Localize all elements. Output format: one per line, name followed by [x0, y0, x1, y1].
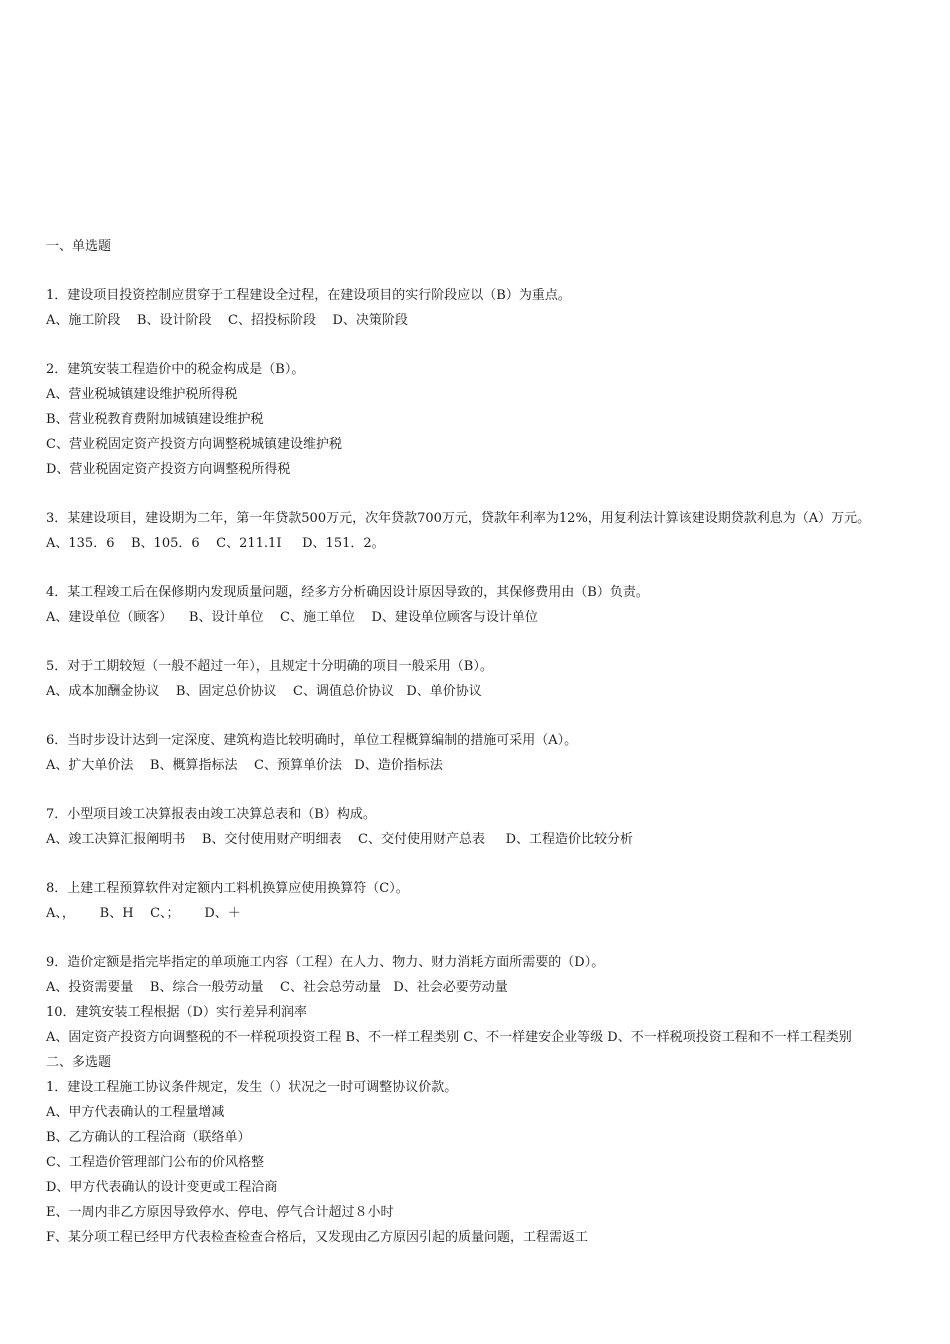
question-1-options: A、施工阶段 B、设计阶段 C、招投标阶段 D、决策阶段 — [46, 313, 408, 328]
multi-question-1-option-c: C、工程造价管理部门公布的价风格整 — [46, 1155, 264, 1170]
multi-question-1-option-e: E、一周内非乙方原因导致停水、停电、停气合计超过８小时 — [46, 1205, 394, 1220]
question-6-options: A、扩大单价法 B、概算指标法 C、预算单价法 D、造价指标法 — [46, 758, 443, 773]
question-8-options: A、， B、H C、； D、＋ — [46, 906, 241, 921]
section-title-single-choice: 一、单选题 — [46, 239, 112, 254]
question-7-stem: 7．小型项目竣工决算报表由竣工决算总表和（B）构成。 — [46, 807, 376, 822]
question-10-options: A、固定资产投资方向调整税的不一样税项投资工程 B、不一样工程类别 C、不一样建安企业等级 D、不一样税项投资工程和不一样工程类别 — [46, 1030, 852, 1045]
multi-question-1-option-b: B、乙方确认的工程洽商（联络单） — [46, 1130, 251, 1145]
question-10-stem: 10．建筑安装工程根据（D）实行差异利润率 — [46, 1005, 307, 1020]
question-2-option-d: D、营业税固定资产投资方向调整税所得税 — [46, 462, 291, 477]
multi-question-1-option-d: D、甲方代表确认的设计变更或工程洽商 — [46, 1180, 278, 1195]
question-1-stem: 1．建设项目投资控制应贯穿于工程建设全过程，在建设项目的实行阶段应以（B）为重点。 — [46, 288, 571, 303]
question-2-option-b: B、营业税教育费附加城镇建设维护税 — [46, 412, 264, 427]
question-5-stem: 5．对于工期较短（一般不超过一年），且规定十分明确的项目一般采用（B）。 — [46, 659, 493, 674]
question-2-option-c: C、营业税固定资产投资方向调整税城镇建设维护税 — [46, 437, 342, 452]
multi-question-1-option-a: A、甲方代表确认的工程量增减 — [46, 1105, 225, 1120]
question-2-stem: 2．建筑安装工程造价中的税金构成是（B）。 — [46, 362, 305, 377]
section-title-multi-choice: 二、多选题 — [46, 1055, 112, 1070]
question-4-options: A、建设单位（顾客） B、设计单位 C、施工单位 D、建设单位顾客与设计单位 — [46, 610, 538, 625]
question-4-stem: 4．某工程竣工后在保修期内发现质量问题，经多方分析确因设计原因导致的，其保修费用由（B）负责。 — [46, 585, 649, 600]
question-6-stem: 6．当时步设计达到一定深度、建筑构造比较明确时，单位工程概算编制的措施可采用（A）。 — [46, 733, 578, 748]
multi-question-1-option-f: F、某分项工程已经甲方代表检查检查合格后，又发现由乙方原因引起的质量问题，工程需返工 — [46, 1230, 589, 1245]
question-9-options: A、投资需要量 B、综合一般劳动量 C、社会总劳动量 D、社会必要劳动量 — [46, 980, 508, 995]
question-5-options: A、成本加酬金协议 B、固定总价协议 C、调值总价协议 D、单价协议 — [46, 684, 482, 699]
question-2-option-a: A、营业税城镇建设维护税所得税 — [46, 387, 238, 402]
question-9-stem: 9．造价定额是指完毕指定的单项施工内容（工程）在人力、物力、财力消耗方面所需要的（D）。 — [46, 955, 605, 970]
multi-question-1-stem: 1．建设工程施工协议条件规定，发生（）状况之一时可调整协议价款。 — [46, 1080, 458, 1095]
question-3-stem: 3．某建设项目，建设期为二年，第一年贷款500万元，次年贷款700万元，贷款年利率为12%，用复利法计算该建设期贷款利息为（A）万元。 — [46, 511, 871, 526]
document-body — [46, 234, 906, 1250]
question-8-stem: 8．上建工程预算软件对定额内工料机换算应使用换算符（C）。 — [46, 881, 409, 896]
question-3-options: A、135．6 B、105．6 C、211.1I D、151．2。 — [46, 536, 385, 551]
question-7-options: A、竣工决算汇报阐明书 B、交付使用财产明细表 C、交付使用财产总表 D、工程造价比较分析 — [46, 832, 634, 847]
